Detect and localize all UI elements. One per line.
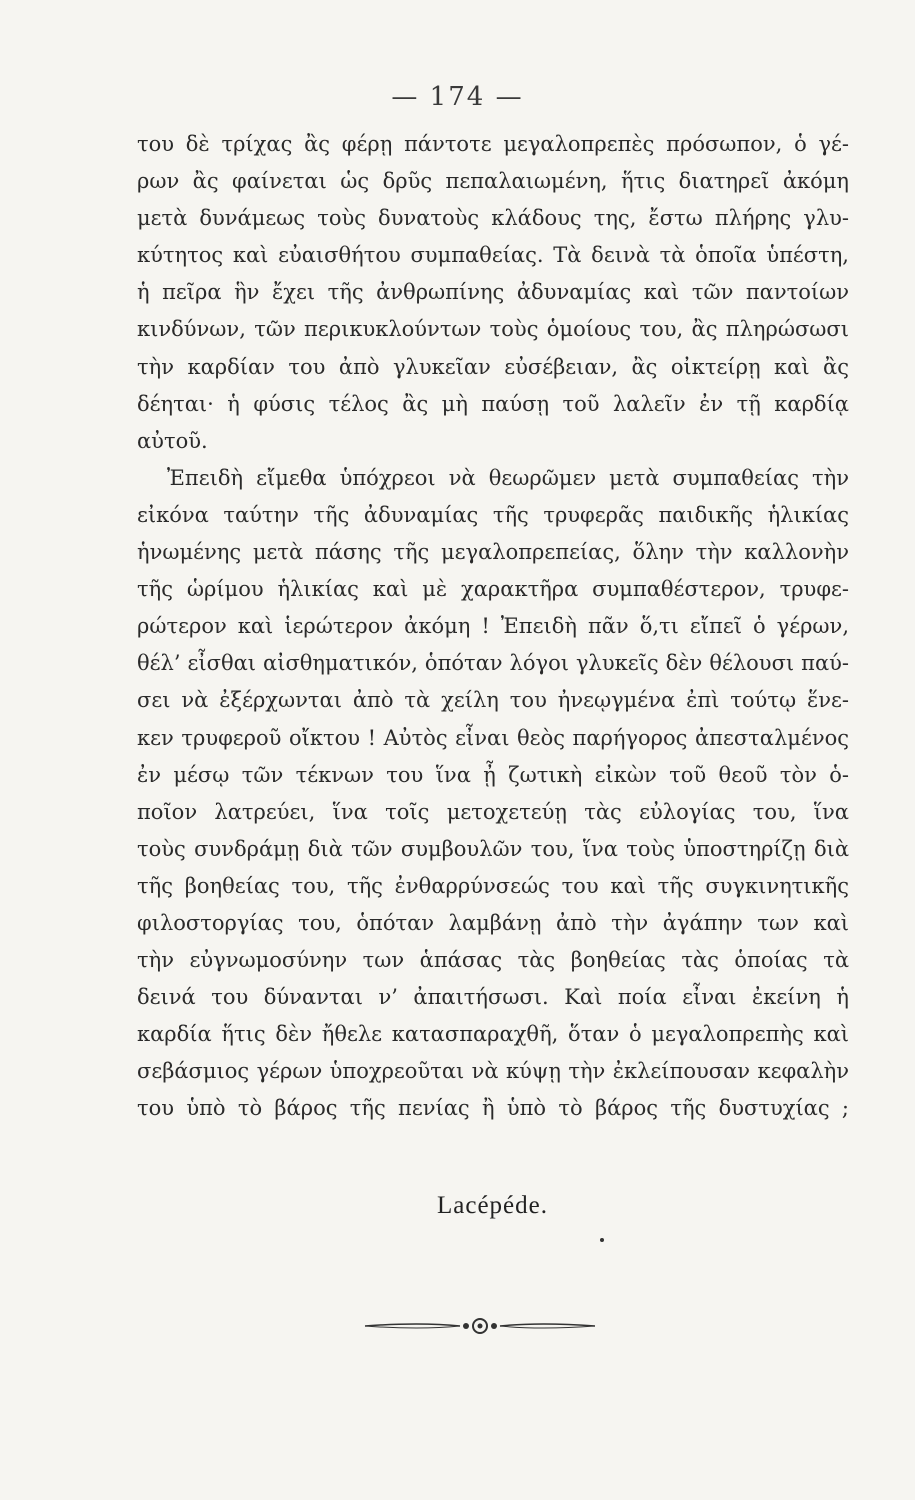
- page-number: — 174 —: [391, 82, 524, 112]
- text-line: καρδία ἥτις δὲν ἤθελε κατασπαραχθῆ, ὅταν ὁ μεγαλοπρεπὴς καὶ: [137, 1022, 849, 1047]
- text-line: ρων ἂς φαίνεται ὡς δρῦς πεπαλαιωμένη, ἥτις διατηρεῖ ἀκόμη: [137, 169, 849, 194]
- text-line: τῆς ὡρίμου ἡλικίας καὶ μὲ χαρακτῆρα συμπαθέστερον, τρυφε-: [137, 577, 849, 602]
- text-line: σει νὰ ἐξέρχωνται ἀπὸ τὰ χείλη του ἠνεῳγμένα ἐπὶ τούτῳ ἕνε-: [137, 688, 849, 713]
- text-line: τὴν καρδίαν του ἀπὸ γλυκεῖαν εὐσέβειαν, ἂς οἰκτείρῃ καὶ ἂς: [137, 354, 849, 379]
- text-line: ἡνωμένης μετὰ πάσης τῆς μεγαλοπρεπείας, ὅλην τὴν καλλονὴν: [137, 540, 849, 565]
- ink-dot: [600, 1238, 604, 1242]
- text-line: φιλοστοργίας του, ὁπόταν λαμβάνῃ ἀπὸ τὴν ἀγάπην των καὶ: [137, 910, 849, 935]
- text-line: ποῖον λατρεύει, ἵνα τοῖς μετοχετεύῃ τὰς εὐλογίας του, ἵνα: [137, 799, 849, 824]
- text-line: ἐν μέσῳ τῶν τέκνων του ἵνα ᾖ ζωτικὴ εἰκὼν τοῦ θεοῦ τὸν ὁ-: [137, 762, 849, 787]
- text-line: Ἐπειδὴ εἴμεθα ὑπόχρεοι νὰ θεωρῶμεν μετὰ συμπαθείας τὴν: [167, 465, 849, 490]
- text-line: κεν τρυφεροῦ οἴκτου ! Αὐτὸς εἶναι θεὸς παρήγορος ἀπεσταλμένος: [137, 725, 849, 750]
- text-line: εἰκόνα ταύτην τῆς ἀδυναμίας τῆς τρυφερᾶς παιδικῆς ἡλικίας: [137, 502, 849, 527]
- author-signature: Lacépéde.: [436, 1192, 548, 1219]
- text-line: σεβάσμιος γέρων ὑποχρεοῦται νὰ κύψῃ τὴν ἐκλείπουσαν κεφαλὴν: [137, 1059, 849, 1084]
- text-line: δεινά του δύνανται ν’ ἀπαιτήσωσι. Καὶ ποία εἶναι ἐκείνη ἡ: [137, 985, 849, 1010]
- text-line: θέλ’ εἶσθαι αἰσθηματικόν, ὁπόταν λόγοι γλυκεῖς δὲν θέλουσι παύ-: [137, 651, 849, 676]
- paragraph-1: [137, 126, 849, 460]
- text-line: κύτητος καὶ εὐαισθήτου συμπαθείας. Τὰ δεινὰ τὰ ὁποῖα ὑπέστη,: [137, 243, 849, 268]
- text-line: ἡ πεῖρα ἣν ἔχει τῆς ἀνθρωπίνης ἀδυναμίας καὶ τῶν παντοίων: [137, 280, 849, 305]
- body-text: [137, 126, 849, 1128]
- text-line: κινδύνων, τῶν περικυκλούντων τοὺς ὁμοίους του, ἂς πληρώσωσι: [137, 317, 849, 342]
- text-line: τὴν εὐγνωμοσύνην των ἁπάσας τὰς βοηθείας τὰς ὁποίας τὰ: [137, 948, 849, 973]
- text-line: του δὲ τρίχας ἂς φέρῃ πάντοτε μεγαλοπρεπὲς πρόσωπον, ὁ γέ-: [137, 132, 849, 156]
- text-line: τοὺς συνδράμῃ διὰ τῶν συμβουλῶν του, ἵνα τοὺς ὑποστηρίζῃ διὰ: [137, 836, 849, 861]
- ornament-divider: [360, 1316, 600, 1336]
- text-line: του ὑπὸ τὸ βάρος τῆς πενίας ἢ ὑπὸ τὸ βάρος τῆς δυστυχίας ;: [137, 1096, 849, 1121]
- text-line: αὐτοῦ.: [137, 428, 208, 453]
- text-line: ρώτερον καὶ ἱερώτερον ἀκόμη ! Ἐπειδὴ πᾶν ὅ,τι εἴπεῖ ὁ γέρων,: [137, 614, 849, 639]
- paragraph-2: [137, 460, 849, 1128]
- text-line: τῆς βοηθείας του, τῆς ἐνθαρρύνσεώς του καὶ τῆς συγκινητικῆς: [137, 873, 849, 898]
- text-line: μετὰ δυνάμεως τοὺς δυνατοὺς κλάδους της, ἔστω πλήρης γλυ-: [137, 206, 849, 231]
- text-line: δέηται· ἡ φύσις τέλος ἂς μὴ παύσῃ τοῦ λαλεῖν ἐν τῇ καρδίᾳ: [137, 391, 849, 416]
